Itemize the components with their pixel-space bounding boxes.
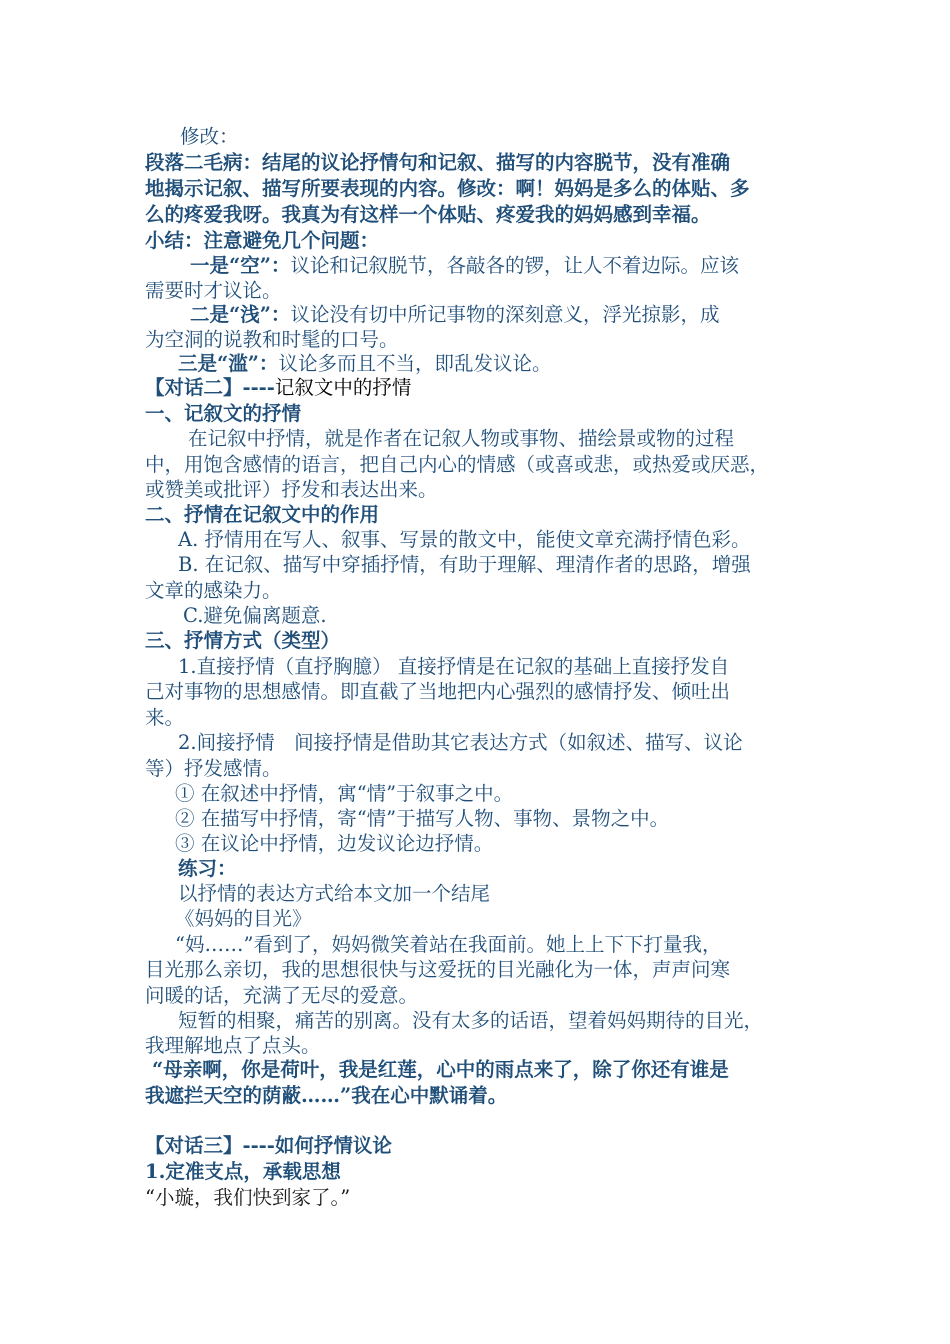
dialogue-two-heading [145,375,411,401]
essay-ending-line-1: “母亲啊，你是荷叶，我是红莲，心中的雨点来了，除了你还有谁是 [152,1058,729,1081]
direct-lyric-line-1: 1.直接抒情（直抒胸臆） 直接抒情是在记叙的基础上直接抒发自 [178,655,730,678]
dialogue-three-heading: 【对话三】----如何抒情议论 [145,1134,392,1157]
indirect-item-1: ① 在叙述中抒情，寓“情”于叙事之中。 [175,782,514,805]
essay-para-1-line-1: “妈……”看到了，妈妈微笑着站在我面前。她上上下下打量我， [175,933,722,956]
dialogue-two-title: 记叙文中的抒情 [274,376,412,399]
dialogue-two-tag: 【对话二】---- [145,376,275,399]
point-two-text: 议论没有切中所记事物的深刻意义，浮光掠影，成 [290,303,720,326]
indirect-item-3: ③ 在议论中抒情，边发议论边抒情。 [175,832,494,855]
point-three-label [178,351,551,377]
section-2-item-c: C.避免偏离题意. [183,604,327,627]
section-1-heading: 一、记叙文的抒情 [145,402,302,425]
point-three-text: 议论多而且不当，即乱发议论。 [278,352,552,375]
essay-para-1-line-3: 问暖的话，充满了无尽的爱意。 [145,984,419,1007]
paragraph-2-issue-line-1: 段落二毛病：结尾的议论抒情句和记叙、描写的内容脱节，没有准确 [145,151,731,174]
point-one-cont: 需要时才议论。 [145,279,282,302]
section-2-item-b: B. 在记叙、描写中穿插抒情，有助于理解、理清作者的思路，增强 [178,553,751,576]
section-1-line-2: 中，用饱含感情的语言，把自己内心的情感（或喜或悲，或热爱或厌恶， [145,453,770,476]
indirect-item-2: ② 在描写中抒情，寄“情”于描写人物、事物、景物之中。 [175,807,670,830]
point-two-label [190,302,719,328]
section-1-line-3: 或赞美或批评）抒发和表达出来。 [145,478,438,501]
essay-para-2-line-2: 我理解地点了点头。 [145,1034,321,1057]
section-3-heading: 三、抒情方式（类型） [145,629,341,652]
dialogue-three-subheading: 1.定准支点，承载思想 [145,1160,341,1183]
paragraph-2-issue-line-3: 么的疼爱我呀。我真为有这样一个体贴、疼爱我的妈妈感到幸福。 [145,203,711,226]
summary-heading: 小结：注意避免几个问题： [145,229,380,252]
paragraph-2-issue-line-2: 地揭示记叙、描写所要表现的内容。修改：啊！妈妈是多么的体贴、多 [145,177,750,200]
point-one-title: 一是“空”： [190,254,291,277]
point-two-cont: 为空洞的说教和时髦的口号。 [145,328,399,351]
point-one-label [190,253,739,279]
point-two-title: 二是“浅”： [190,303,291,326]
section-2-item-a: A. 抒情用在写人、叙事、写景的散文中，能使文章充满抒情色彩。 [178,528,751,551]
revise-label: 修改： [180,125,239,148]
point-three-title: 三是“滥”： [178,352,279,375]
exercise-prompt: 以抒情的表达方式给本文加一个结尾 [178,882,491,905]
essay-ending-line-2: 我遮拦天空的荫蔽……”我在心中默诵着。 [145,1084,508,1107]
essay-title: 《妈妈的目光》 [175,907,312,930]
direct-lyric-line-2: 己对事物的思想感情。即直截了当地把内心强烈的感情抒发、倾吐出 [145,680,731,703]
essay-para-1-line-2: 目光那么亲切，我的思想很快与这爱抚的目光融化为一体，声声问寒 [145,958,731,981]
exercise-heading: 练习： [178,857,237,880]
indirect-lyric-line-2: 等）抒发感情。 [145,757,282,780]
essay-para-2-line-1: 短暂的相聚，痛苦的别离。没有太多的话语，望着妈妈期待的目光， [178,1009,764,1032]
section-2-item-b-cont: 文章的感染力。 [145,579,282,602]
dialogue-three-quote: “小璇，我们快到家了。” [145,1186,351,1209]
indirect-lyric-line-1: 2.间接抒情 间接抒情是借助其它表达方式（如叙述、描写、议论 [178,731,743,754]
direct-lyric-line-3: 来。 [145,706,185,729]
point-one-text: 议论和记叙脱节，各敲各的锣，让人不着边际。应该 [290,254,739,277]
section-1-line-1: 在记叙中抒情，就是作者在记叙人物或事物、描绘景或物的过程 [188,427,735,450]
section-2-heading: 二、抒情在记叙文中的作用 [145,503,380,526]
